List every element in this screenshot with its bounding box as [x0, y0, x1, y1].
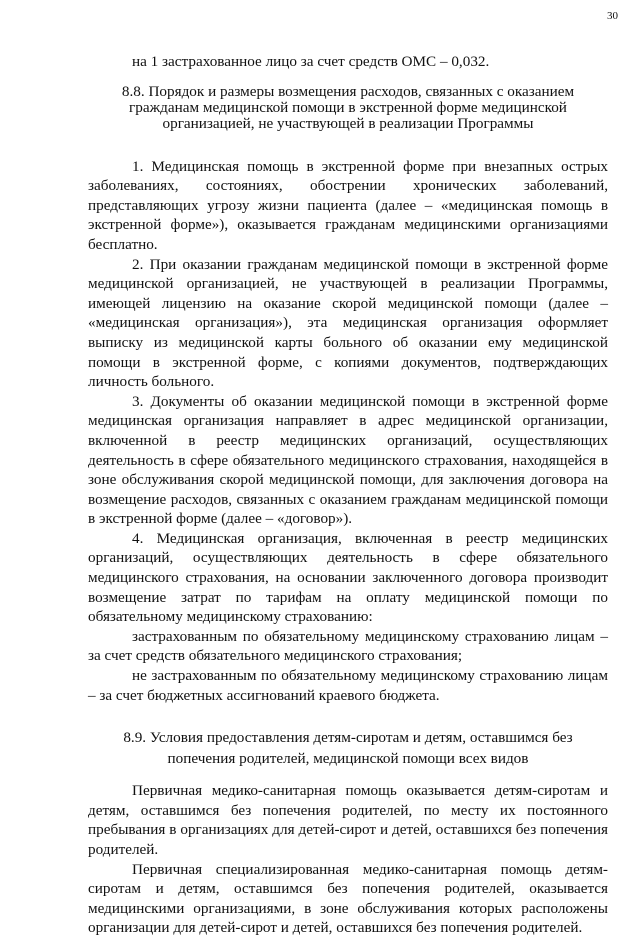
section-8-8-heading: 8.8. Порядок и размеры возмещения расходов, связанных с оказанием гражданам медицинской помощи в экстренной форме медицинской организацией, не участвующей в реализации Программы: [121, 82, 575, 132]
section-8-9-paragraph-2: Первичная специализированная медико-санитарная помощь детям-сиротам и детям, оставшимся без попечения родителей, оказывается медицинскими организациями, в зоне обслуживания которых расположены организации для детей-сирот и детей, оставшихся без попечения родителей.: [88, 860, 608, 937]
document-body: [88, 52, 608, 938]
section-8-8-paragraph-1: 1. Медицинская помощь в экстренной форме при внезапных острых заболеваниях, состояниях, обострении хронических заболеваний, представляющих угрозу жизни пациента (далее – «медицинская помощь в экстренной форме»), оказывается гражданам медицинскими организациями бесплатно.: [88, 157, 608, 253]
section-8-8-paragraph-4: 4. Медицинская организация, включенная в реестр медицинских организаций, осуществляющих деятельность в сфере обязательного медицинского страхования, на основании заключенного договора производит возмещение затрат по тарифам на оплату медицинской помощи по обязательному медицинскому страхованию:: [88, 529, 608, 626]
section-8-9-heading: 8.9. Условия предоставления детям-сиротам и детям, оставшимся без попечения родителей, медицинской помощи всех видов: [123, 729, 573, 768]
section-8-9-paragraph-1: Первичная медико-санитарная помощь оказывается детям-сиротам и детям, оставшимся без попечения родителей, по месту их постоянного пребывания в организациях для детей-сирот и детей, оставшихся без попечения родителей.: [88, 782, 608, 858]
section-8-8-paragraph-3: 3. Документы об оказании медицинской помощи в экстренной форме медицинская организация направляет в адрес медицинской организации, включенной в реестр медицинских организаций, осуществляющих деятельность в сфере обязательного медицинского страхования, находящейся в зоне обслуживания скорой медицинской помощи, для заключения договора на возмещение расходов, связанных с оказанием гражданам медицинской помощи в экстренной форме (далее – «договор»).: [88, 392, 608, 528]
page-number: 30: [607, 10, 618, 22]
intro-line: на 1 застрахованное лицо за счет средств ОМС – 0,032.: [132, 53, 490, 70]
section-8-8-list-item-1: застрахованным по обязательному медицинскому страхованию лицам – за счет средств обязательного медицинского страхования;: [88, 627, 608, 665]
section-8-8-paragraph-2: 2. При оказании гражданам медицинской помощи в экстренной форме медицинской организацией, не участвующей в реализации Программы, имеющей лицензию на оказание скорой медицинской помощи (далее – «медицинская организация»), эта медицинская организация оформляет выписку из медицинской карты больного об оказании ему медицинской помощи в экстренной форме, с копиями документов, подтверждающих личность больного.: [88, 255, 608, 391]
section-8-8-list-item-2: не застрахованным по обязательному медицинскому страхованию лицам – за счет бюджетных ассигнований краевого бюджета.: [88, 667, 608, 704]
